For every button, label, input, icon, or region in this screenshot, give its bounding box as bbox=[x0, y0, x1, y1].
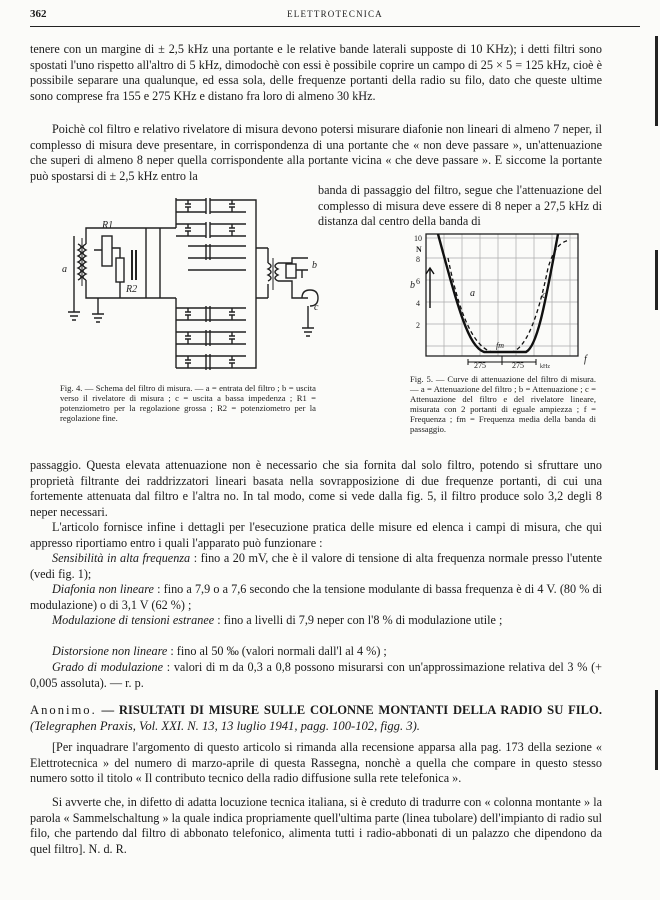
spec-text: : fino al 50 ‰ (valori normali dall'l al 4 %) ; bbox=[170, 644, 387, 658]
review-source: (Telegraphen Praxis, Vol. XXI. N. 13, 13 luglio 1941, pagg. 100-102, figg. 3). bbox=[30, 718, 420, 733]
fig5-axis-f: f bbox=[584, 354, 587, 365]
fig4-label-r2: R2 bbox=[126, 284, 138, 295]
fig4-label-a: a bbox=[62, 264, 67, 275]
fig5-xlabel-left: 275 bbox=[474, 361, 486, 368]
spec-mod-degree bbox=[30, 660, 602, 691]
figure-4-caption: Fig. 4. — Schema del filtro di misura. — a = entrata del filtro ; b = uscita verso il rivelatore di misura ; c = uscita a bassa impedenza ; R1 = potenziometro per la regolazione grossa ; R2 = potenziometro per la regolazione fine. bbox=[60, 383, 316, 423]
figure-5-chart bbox=[408, 228, 594, 368]
paragraph-2-wrap: banda di passaggio del filtro, segue che l'attenuazione del complesso di misura deve essere di 8 neper a 27,5 kHz di distanza dal centro della banda di bbox=[318, 183, 602, 228]
scan-edge-mark bbox=[655, 250, 658, 310]
fig5-xlabel-right: 275 bbox=[512, 361, 524, 368]
review-paragraph-1: [Per inquadrare l'argomento di questo articolo si rimanda alla recensione apparsa alla pag. 173 della sezione « Elettrotecnica » del numero di marzo-aprile di questa Rassegna, nonchè a quella che compare in questo stesso numero sotto il titolo « Il contributo tecnico della radio diffusione sulla rete telefonica ». bbox=[30, 740, 602, 785]
fig5-ytick-8: 8 bbox=[416, 255, 420, 264]
review-heading bbox=[30, 703, 602, 734]
fig5-ytick-6: 6 bbox=[416, 277, 420, 286]
fig5-fm-label: fm bbox=[496, 341, 504, 350]
review-author: Anonimo. bbox=[30, 703, 97, 717]
spec-term: Grado di modulazione bbox=[52, 660, 164, 674]
scan-edge-mark bbox=[655, 36, 658, 126]
spec-text: : fino a 20 mV, che è il valore di tensione di alta frequenza normale presso l'utente (vedi fig. 1); bbox=[30, 551, 602, 581]
fig5-ytick-2: 2 bbox=[416, 321, 420, 330]
review-paragraph-2: Si avverte che, in difetto di adatta locuzione tecnica italiana, si è creduto di tradurre con « colonna montante » la parola « Sammelschaltung » la quale indica propriamente quell'ultima parte (linea tubolare) dell'impianto di radio sul filo, che partendo dal filtro di abbonato telefonico, alimenta tutti i radio-abbonati di un palazzo che dipendono da quel filtro]. N. d. R. bbox=[30, 795, 602, 856]
paragraph-2: Poichè col filtro e relativo rivelatore di misura devono potersi misurare diafonie non lineari di almeno 7 neper, il complesso di misura deve presentare, in corrispondenza di una portante che « non deve passare », un'attenuazione che superi di almeno 8 neper quella corrispondente alla portante vicina « che deve passare ». E siccome la portante può spostarsi di ± 2,5 kHz entro la bbox=[30, 122, 602, 183]
spec-term: Diafonia non lineare bbox=[52, 582, 154, 596]
fig5-ytick-n: N bbox=[416, 245, 422, 254]
spec-modulation bbox=[30, 613, 602, 629]
spec-text: : fino a livelli di 7,9 neper con l'8 % di modulazione utile ; bbox=[217, 613, 503, 627]
spec-crosstalk bbox=[30, 582, 602, 613]
fig5-curve-a: a bbox=[470, 288, 475, 299]
paragraph-1: tenere con un margine di ± 2,5 kHz una portante e le relative bande laterali supposte di 10 KHz); i detti filtri sono spostati l'uno rispetto all'altro di 5 kHz, dimodochè con essi è possibile coprire un campo di 25 × 5 = 125 kHz, cioè è possibile separare una qualunque, ed essa sola, delle frequenze portanti della radio su filo, dato che queste ultime sono comprese fra 155 e 275 KHz e distano fra loro di almeno 30 kHz. bbox=[30, 42, 602, 103]
fig5-axis-b: b bbox=[410, 280, 415, 291]
fig4-label-c: c bbox=[314, 302, 319, 313]
fig5-curve-c: c bbox=[542, 290, 547, 301]
figure-5-caption: Fig. 5. — Curve di attenuazione del filtro di misura. — a = Attenuazione del filtro ; b = Attenuazione ; c = Attenuazione del filtro e del rivelatore lineare, misurata con 2 portanti di eguale ampiezza ; f = Frequenza ; fm = Frequenza media della banda di passaggio. bbox=[410, 374, 596, 434]
fig5-xlabel-unit: kHz bbox=[540, 364, 550, 368]
running-header bbox=[30, 8, 640, 24]
figure-4-schematic bbox=[56, 188, 326, 380]
fig5-ytick-4: 4 bbox=[416, 299, 420, 308]
spec-term: Sensibilità in alta frequenza bbox=[52, 551, 191, 565]
fig5-ytick-10: 10 bbox=[414, 234, 422, 243]
fig4-label-b: b bbox=[312, 260, 317, 271]
running-title: ELETTROTECNICA bbox=[287, 9, 383, 19]
header-rule bbox=[30, 26, 640, 27]
spec-text: : valori di m da 0,3 a 0,8 possono misurarsi con un'approssimazione relativa del 3 % (+ 0,005 assoluta). — r. p. bbox=[30, 660, 603, 690]
spec-term: Distorsione non lineare bbox=[52, 644, 168, 658]
fig4-label-r1: R1 bbox=[102, 220, 114, 231]
page-number: 362 bbox=[30, 8, 47, 20]
review-title: — RISULTATI DI MISURE SULLE COLONNE MONTANTI DELLA RADIO SU FILO. bbox=[101, 703, 603, 717]
spec-text: : fino a 7,9 o a 7,6 secondo che la tensione modulante di bassa frequenza è di 4 V. (80 % di modulazione) o di 3,1 V (62 %) ; bbox=[30, 582, 602, 612]
spec-distortion bbox=[30, 644, 602, 660]
paragraph-4: L'articolo fornisce infine i dettagli per l'esecuzione pratica delle misure ed elenca i campi di misura, che qui appresso riportiamo entro i quali l'apparato può funzionare : bbox=[30, 520, 602, 550]
paragraph-3: passaggio. Questa elevata attenuazione non è necessario che sia fornita dal solo filtro, potendo si sfruttare uno proprietà filtrante dei raddrizzatori lineari basata nella sovrapposizione di due frequenze portanti, di cui una fortemente attenuata dal filtro e l'altra no. In tal modo, come si vede dalla fig. 5, il filtro produce solo 3,2 degli 8 neper necessari. bbox=[30, 458, 602, 519]
scan-edge-mark bbox=[655, 690, 658, 770]
spec-term: Modulazione di tensioni estranee bbox=[52, 613, 215, 627]
spec-sensitivity bbox=[30, 551, 602, 582]
